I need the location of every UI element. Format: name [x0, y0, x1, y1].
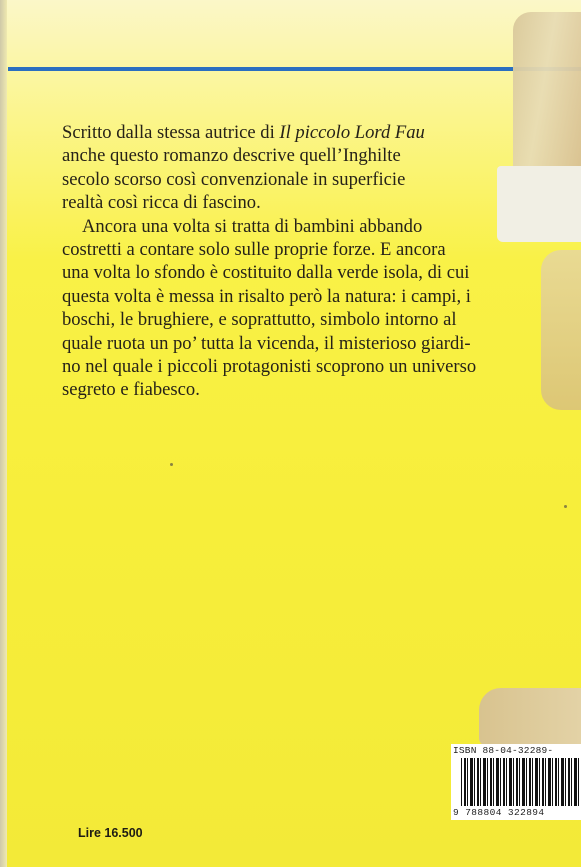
blurb-line: quale ruota un po’ tutta la vicenda, il misterioso giardi- [62, 332, 471, 354]
torn-label-patch [497, 166, 581, 242]
blurb-line: questa volta è messa in risalto però la natura: i campi, i [62, 285, 471, 307]
barcode-label [451, 744, 581, 820]
cover-edge [0, 0, 7, 867]
blurb-line: Ancora una volta si tratta di bambini abbando [82, 215, 423, 237]
blurb-line: Scritto dalla stessa autrice di Il piccolo Lord Fau [62, 122, 425, 143]
blurb-line: no nel quale i piccoli protagonisti scoprono un universo [62, 355, 477, 377]
blurb-line: boschi, le brughiere, e soprattutto, simbolo intorno al [62, 309, 457, 331]
barcode-bars [461, 758, 581, 806]
blurb-line: anche questo romanzo descrive quell’Inghilte [62, 145, 401, 167]
book-title-reference: Il piccolo Lord Fau [279, 122, 425, 143]
top-blue-rule [8, 67, 581, 71]
blurb-line: costretti a contare solo sulle proprie forze. E ancora [62, 238, 446, 260]
price-label: Lire 16.500 [78, 826, 143, 840]
print-speck [564, 505, 567, 508]
blurb-line: secolo scorso così convenzionale in superficie [62, 168, 406, 190]
blurb-text [62, 121, 581, 402]
blurb-line: realtà così ricca di fascino. [62, 192, 261, 214]
blurb-line: una volta lo sfondo è costituito dalla verde isola, di cui [62, 262, 470, 284]
worn-tape-patch [479, 688, 581, 746]
worn-tape-patch [541, 250, 581, 410]
barcode-digits: 9 788804 322894 [453, 807, 545, 818]
isbn-text: ISBN 88-04-32289- [453, 745, 554, 756]
blurb-paragraph-2 [62, 215, 581, 402]
print-speck [170, 463, 173, 466]
blurb-line: segreto e fiabesco. [62, 379, 200, 401]
